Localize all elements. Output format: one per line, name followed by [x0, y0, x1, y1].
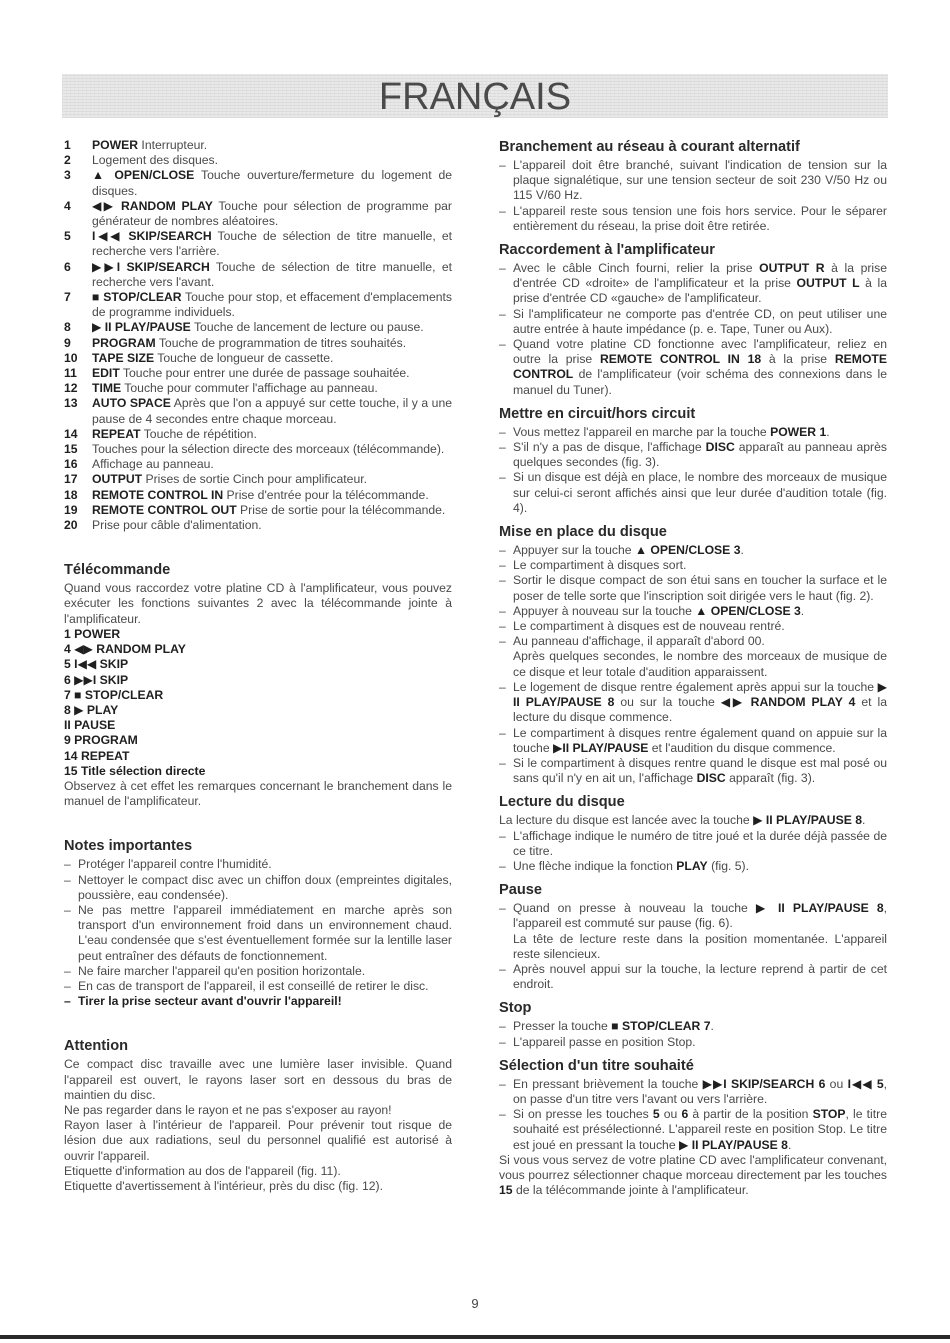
part-item	[64, 396, 452, 426]
part-description: Touche pour stop, et effacement d'emplacements de programme individuels.	[92, 290, 452, 320]
attention-paragraph: Ne pas regarder dans le rayon et ne pas s'exposer au rayon!	[64, 1102, 392, 1117]
list-item: – Appuyer sur la touche ▲ OPEN/CLOSE 3.	[499, 543, 887, 558]
part-label: TAPE SIZE	[92, 350, 155, 365]
list-item: – En pressant brièvement la touche ▶▶I SKIP/SEARCH 6 ou I◀◀ 5, on passe d'un titre vers l'avant ou vers l'arrière.	[499, 1077, 887, 1107]
miseplace-heading: Mise en place du disque	[499, 524, 667, 541]
part-label: REMOTE CONTROL OUT	[92, 502, 237, 517]
remote-function-item: 1 POWER	[64, 626, 121, 641]
list-item: – S'il n'y a pas de disque, l'affichage DISC apparaît au panneau après quelques secondes (fig. 3).	[499, 440, 887, 470]
part-number: 7	[64, 290, 71, 305]
part-description: Touche de sélection de titre manuelle, et recherche vers l'arrière.	[92, 229, 452, 259]
list-item: – Ne pas mettre l'appareil immédiatement en marche après son transport d'un environnement froid dans un environnement chaud. L'eau condensée que s'est éventuellement formée sur la lentille laser peut entraîner des défauts de fonctionnement.	[64, 903, 452, 964]
part-number: 15	[64, 442, 78, 457]
part-item	[64, 138, 452, 153]
part-label: ◀▶ RANDOM PLAY	[92, 198, 213, 213]
remote-function-item: 15 Title sélection directe	[64, 763, 206, 778]
part-number: 16	[64, 457, 78, 472]
part-label: ■ STOP/CLEAR	[92, 290, 182, 305]
part-number: 20	[64, 518, 78, 533]
miseplace-list-cont	[499, 680, 887, 786]
part-description: Touche de longueur de cassette.	[154, 350, 334, 365]
part-item	[64, 320, 452, 335]
selection-paragraph: Si vous vous servez de votre platine CD avec l'amplificateur convenant, vous pourrez sélectionner chaque morceau directement par les touches 15 de la télécommande jointe à l'amplificateur.	[499, 1152, 887, 1198]
remote-function-item: 7 ■ STOP/CLEAR	[64, 687, 164, 702]
list-item: – Avec le câble Cinch fourni, relier la prise OUTPUT R à la prise d'entrée CD «droite» de l'amplificateur et la prise OUTPUT L à la prise d'entrée CD «gauche» de l'amplificateur.	[499, 261, 887, 307]
branchement-heading: Branchement au réseau à courant alternatif	[499, 139, 800, 155]
list-item: – Sortir le disque compact de son étui sans en toucher la surface et le poser de telle sorte que l'inscription soit dirigée vers le haut (fig. 2).	[499, 573, 887, 603]
part-description: Affichage au panneau.	[92, 457, 214, 472]
list-item: – Une flèche indique la fonction PLAY (fig. 5).	[499, 859, 887, 874]
selection-heading: Sélection d'un titre souhaité	[499, 1057, 694, 1074]
remote-function-item: 8 ▶ PLAY	[64, 702, 119, 717]
list-item: – Presser la touche ■ STOP/CLEAR 7.	[499, 1019, 887, 1034]
list-item: – L'appareil doit être branché, suivant l'indication de tension sur la plaque signalétique, sur une tension secteur de soit 230 V/50 Hz ou 115 V/60 Hz.	[499, 158, 887, 204]
part-label: EDIT	[92, 366, 120, 381]
part-label: REMOTE CONTROL IN	[92, 487, 224, 502]
circuit-list	[499, 425, 887, 516]
part-description: Logement des disques.	[92, 153, 219, 168]
raccordement-heading: Raccordement à l'amplificateur	[499, 242, 715, 259]
part-description: Prises de sortie Cinch pour amplificateur.	[142, 472, 368, 487]
part-label: ▶▶I SKIP/SEARCH	[92, 259, 210, 274]
bottom-rule	[0, 1335, 950, 1339]
part-item	[64, 229, 452, 259]
parts-list	[64, 138, 452, 533]
part-number: 3	[64, 168, 71, 183]
part-item	[64, 442, 452, 457]
stop-heading: Stop	[499, 1000, 532, 1017]
part-number: 12	[64, 381, 78, 396]
part-number: 2	[64, 153, 71, 168]
part-number: 13	[64, 396, 78, 411]
part-label: I◀◀ SKIP/SEARCH	[92, 229, 212, 244]
selection-list	[499, 1077, 887, 1153]
part-description: Touche pour sélection de programme par générateur de nombres aléatoires.	[92, 198, 452, 229]
part-label: POWER	[92, 138, 139, 152]
part-item	[64, 366, 452, 381]
list-item: – En cas de transport de l'appareil, il est conseillé de retirer le disc.	[64, 979, 452, 994]
list-item: – Nettoyer le compact disc avec un chiffon doux (empreintes digitales, poussière, eau condensée).	[64, 873, 452, 903]
page-title: FRANÇAIS	[378, 76, 572, 118]
part-description: Touches pour la sélection directe des morceaux (télécommande).	[92, 442, 445, 457]
part-item	[64, 153, 452, 168]
list-item: – Protéger l'appareil contre l'humidité.	[64, 857, 452, 872]
right-column	[499, 138, 887, 1198]
part-description: Interrupteur.	[138, 138, 208, 152]
part-item	[64, 503, 452, 518]
pause-list	[499, 901, 887, 931]
language-banner	[62, 74, 888, 118]
part-item	[64, 518, 452, 533]
list-item: – Le logement de disque rentre également après appui sur la touche ▶ II PLAY/PAUSE 8 ou sur la touche ◀▶ RANDOM PLAY 4 et la lecture du disque commence.	[499, 680, 887, 726]
part-item	[64, 488, 452, 503]
part-description: Prise d'entrée pour la télécommande.	[223, 487, 429, 502]
lecture-paragraph: La lecture du disque est lancée avec la touche ▶ II PLAY/PAUSE 8.	[499, 813, 866, 828]
part-item	[64, 457, 452, 472]
list-item: – Si un disque est déjà en place, le nombre des morceaux de musique sur celui-ci seront affichés ainsi que leur durée d'audition totale (fig. 4).	[499, 470, 887, 516]
notes-list	[64, 857, 452, 1009]
miseplace-list	[499, 543, 887, 649]
remote-function-item: 14 REPEAT	[64, 748, 130, 763]
list-item: – L'affichage indique le numéro de titre joué et la durée déjà passée de ce titre.	[499, 829, 887, 859]
part-number: 17	[64, 472, 78, 487]
remote-function-list	[64, 627, 452, 779]
part-number: 10	[64, 350, 78, 365]
part-description: Touche pour entrer une durée de passage souhaitée.	[119, 366, 410, 381]
pause-subtext: La tête de lecture reste dans la position momentanée. L'appareil reste silencieux.	[513, 931, 887, 961]
part-description: Touche de répétition.	[140, 426, 257, 441]
list-item: – Au panneau d'affichage, il apparaît d'abord 00.	[499, 634, 887, 649]
part-number: 19	[64, 502, 78, 517]
list-item: – Si l'amplificateur ne comporte pas d'entrée CD, on peut utiliser une autre entrée à haute impédance (p. e. Tape, Tuner ou Aux).	[499, 307, 887, 337]
part-label: OUTPUT	[92, 472, 143, 487]
part-label: PROGRAM	[92, 335, 156, 350]
part-label: REPEAT	[92, 426, 141, 441]
part-description: Touche de sélection de titre manuelle, et recherche vers l'avant.	[92, 259, 452, 289]
part-label: AUTO SPACE	[92, 396, 171, 411]
part-item	[64, 351, 452, 366]
branchement-list	[499, 158, 887, 234]
list-item: – Quand votre platine CD fonctionne avec l'amplificateur, reliez en outre la prise REMOTE CONTROL IN 18 à la prise REMOTE CONTROL de l'amplificateur (voir schéma des connexions dans le manuel du Tuner).	[499, 337, 887, 398]
stop-list	[499, 1019, 887, 1049]
telecommande-heading: Télécommande	[64, 562, 171, 579]
remote-function-item: 5 I◀◀ SKIP	[64, 657, 129, 672]
part-label: ▲ OPEN/CLOSE	[92, 168, 195, 183]
list-item: – Le compartiment à disques rentre également quand on appuie sur la touche ▶II PLAY/PAUSE et l'audition du disque commence.	[499, 726, 887, 756]
part-item	[64, 199, 452, 229]
telecommande-intro: Quand vous raccordez votre platine CD à l'amplificateur, vous pouvez exécuter les fonctions suivantes 2 avec la télécommande jointe à l'amplificateur.	[64, 581, 452, 626]
part-description: Touche de lancement de lecture ou pause.	[190, 320, 424, 335]
telecommande-outro: Observez à cet effet les remarques concernant le branchement dans le manuel de l'amplificateur.	[64, 778, 452, 809]
warning-item: – Tirer la prise secteur avant d'ouvrir l'appareil!	[64, 994, 452, 1009]
part-description: Prise pour câble d'alimentation.	[92, 518, 262, 533]
list-item: – Si le compartiment à disques rentre quand le disque est mal posé ou sans qu'il n'y en ait un, l'affichage DISC apparaît (fig. 3).	[499, 756, 887, 786]
part-number: 8	[64, 320, 71, 335]
list-item: – L'appareil passe en position Stop.	[499, 1035, 887, 1050]
circuit-heading: Mettre en circuit/hors circuit	[499, 405, 696, 422]
part-item	[64, 260, 452, 290]
pause-heading: Pause	[499, 882, 542, 899]
attention-paragraph: Ce compact disc travaille avec une lumière laser invisible. Quand l'appareil est ouvert, le rayons laser sort en dessous du bras de maintien du disc.	[64, 1057, 452, 1102]
remote-function-item: 4 ◀▶ RANDOM PLAY	[64, 642, 186, 657]
attention-paragraph: Etiquette d'avertissement à l'intérieur, près du disc (fig. 12).	[64, 1178, 383, 1193]
list-item: – Appuyer à nouveau sur la touche ▲ OPEN/CLOSE 3.	[499, 604, 887, 619]
part-number: 4	[64, 198, 71, 213]
list-item: – Vous mettez l'appareil en marche par la touche POWER 1.	[499, 425, 887, 440]
left-column	[64, 138, 452, 1194]
part-label: ▶ II PLAY/PAUSE	[92, 320, 191, 335]
list-item: – Ne faire marcher l'appareil qu'en position horizontale.	[64, 964, 452, 979]
part-item	[64, 381, 452, 396]
part-item	[64, 168, 452, 198]
remote-function-item: 9 PROGRAM	[64, 733, 138, 748]
pause-list-cont	[499, 962, 887, 992]
part-description: Après que l'on a appuyé sur cette touche, il y a une pause de 4 secondes entre chaque morceau.	[92, 396, 453, 426]
part-number: 14	[64, 426, 78, 441]
miseplace-subtext: Après quelques secondes, le nombre des morceaux de musique de ce disque et leur totale d'audition apparaissent.	[513, 649, 887, 679]
part-number: 18	[64, 487, 78, 502]
list-item: – Si on presse les touches 5 ou 6 à partir de la position STOP, le titre souhaité est présélectionné. L'appareil reste en position Stop. Le titre est joué en pressant la touche ▶ II PLAY/PAUSE 8.	[499, 1107, 887, 1153]
part-number: 1	[64, 138, 71, 152]
list-item: – L'appareil reste sous tension une fois hors service. Pour le séparer entièrement du réseau, la prise doit être retirée.	[499, 204, 887, 234]
attention-paragraph: Rayon laser à l'intérieur de l'appareil. Pour prévenir tout risque de lésion due aux radiations, seul du personnel qualifié est autorisé à ouvrir l'appareil.	[64, 1118, 452, 1163]
part-number: 5	[64, 229, 71, 244]
remote-function-item: 6 ▶▶I SKIP	[64, 672, 129, 687]
list-item: – Quand on presse à nouveau la touche ▶ II PLAY/PAUSE 8, l'appareil est commuté sur pause (fig. 6).	[499, 901, 887, 931]
part-item	[64, 427, 452, 442]
part-item	[64, 290, 452, 320]
notes-heading: Notes importantes	[64, 838, 193, 855]
part-description: Prise de sortie pour la télécommande.	[236, 502, 446, 517]
part-number: 9	[64, 335, 71, 350]
page-number: 9	[471, 1296, 479, 1311]
raccordement-list	[499, 261, 887, 398]
part-item	[64, 336, 452, 351]
list-item: – Après nouvel appui sur la touche, la lecture reprend à partir de cet endroit.	[499, 962, 887, 992]
attention-heading: Attention	[64, 1038, 129, 1055]
part-description: Touche de programmation de titres souhaités.	[155, 335, 407, 350]
part-number: 6	[64, 259, 71, 274]
list-item: – Le compartiment à disques est de nouveau rentré.	[499, 619, 887, 634]
list-item: – Le compartiment à disques sort.	[499, 558, 887, 573]
part-item	[64, 472, 452, 487]
lecture-heading: Lecture du disque	[499, 794, 625, 811]
part-number: 11	[64, 366, 77, 381]
part-label: TIME	[92, 381, 122, 396]
part-description: Touche ouverture/fermeture du logement de disques.	[92, 168, 453, 198]
lecture-list	[499, 829, 887, 875]
part-description: Touche pour commuter l'affichage au panneau.	[121, 381, 378, 396]
attention-paragraph: Etiquette d'information au dos de l'appareil (fig. 11).	[64, 1163, 341, 1178]
remote-function-item: II PAUSE	[64, 718, 116, 733]
